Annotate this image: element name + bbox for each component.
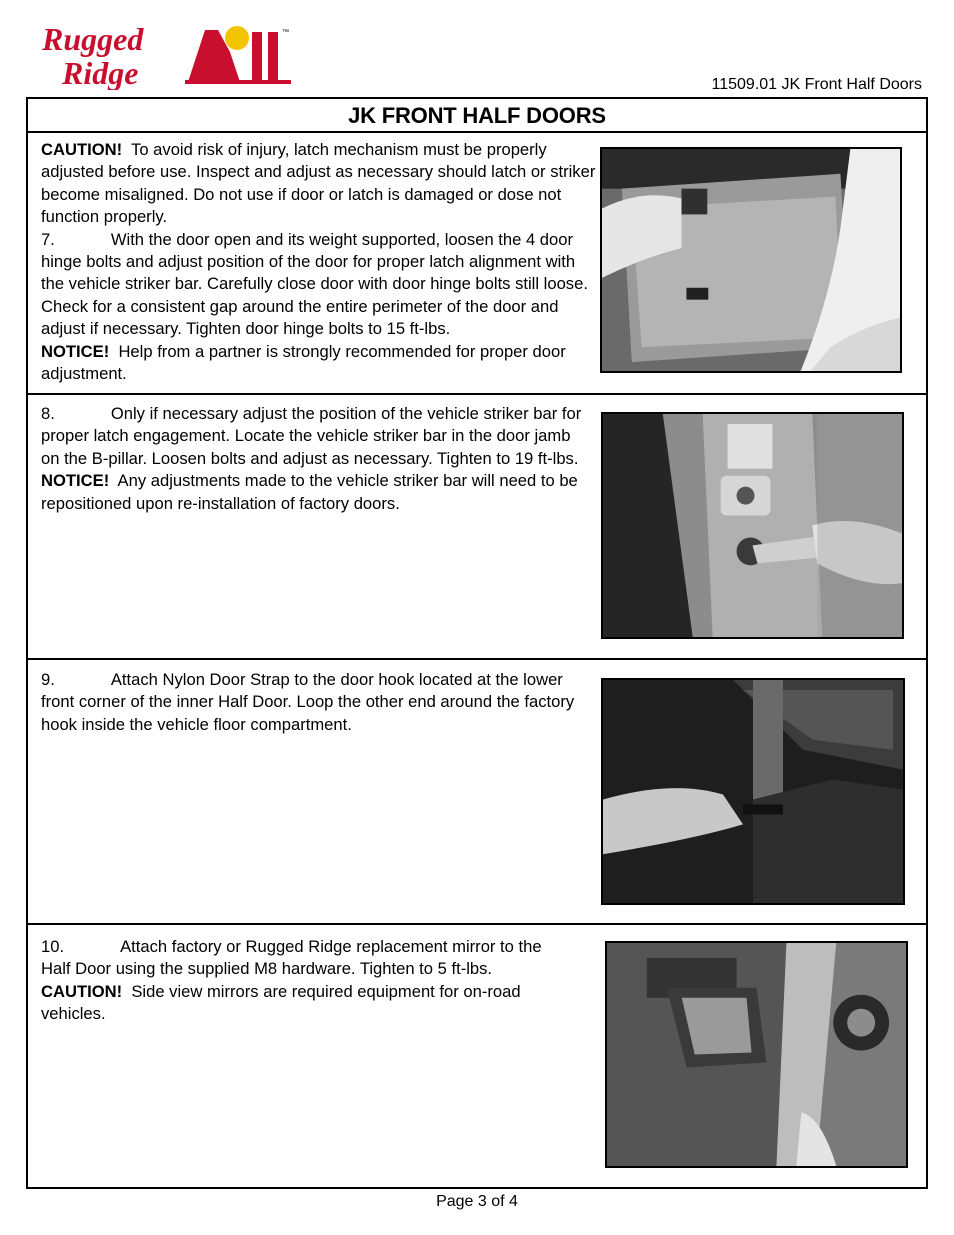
step-number: 8. [41,404,55,423]
caution-text: To avoid risk of injury, latch mechanism must be properly adjusted before use. Inspect and adjust as necessary should latch or striker become misaligned. Do not use if door or latch is damaged or dose not function properly. [41,140,596,227]
logo-word-ridge: Ridge [62,55,139,90]
instruction-frame [26,97,928,1189]
step-number: 9. [41,670,55,689]
photo-mirror [605,941,908,1168]
page-number: Page 3 of 4 [436,1193,518,1210]
notice-text: Any adjustments made to the vehicle striker bar will need to be repositioned upon re-installation of factory doors. [41,471,578,513]
step-text: Only if necessary adjust the position of the vehicle striker bar for proper latch engagement. Locate the vehicle striker bar in the door jamb on the B-pillar. Loosen bolts and adjust as necessary. Tighten to 19 ft-lbs. [41,404,582,468]
document-reference: 11509.01 JK Front Half Doors [711,76,922,93]
caution-label: CAUTION! [41,140,123,159]
section-step-7 [28,133,926,395]
section-step-9 [28,660,926,925]
photo-door-adjustment [600,147,902,373]
step-8-text [41,403,586,515]
section-step-8 [28,395,926,660]
step-text: Attach Nylon Door Strap to the door hook located at the lower front corner of the inner Half Door. Loop the other end around the factory hook inside the vehicle floor compartment. [41,670,575,734]
logo-trademark: ™ [282,29,289,36]
page-title: JK FRONT HALF DOORS [28,99,926,133]
logo-base [185,80,291,84]
step-number: 7. [41,229,55,249]
step-number: 10. [41,937,65,956]
logo-bar-2 [268,32,278,82]
step-text: With the door open and its weight supported, loosen the 4 door hinge bolts and adjust position of the door for proper latch alignment with the vehicle striker bar. Carefully close door with door hinge bolts still loose. Check for a consistent gap around the entire perimeter of the door and adjust if necessary. Tighten door hinge bolts to 15 ft-lbs. [41,229,588,339]
rugged-ridge-logo [40,22,295,90]
step-text: Attach factory or Rugged Ridge replacement mirror to the Half Door using the supplied M8 hardware. Tighten to 5 ft-lbs. [41,937,542,979]
step-7-text [41,139,601,385]
section-step-10 [28,925,926,1187]
logo-bar-1 [252,32,262,82]
caution-label: CAUTION! [41,981,123,1001]
notice-label: NOTICE! [41,341,110,361]
photo-door-strap [601,678,905,905]
logo-sun-icon [225,26,249,50]
notice-text: Help from a partner is strongly recommended for proper door adjustment. [41,341,566,384]
notice-label: NOTICE! [41,471,110,491]
step-9-text [41,669,591,736]
caution-text: Side view mirrors are required equipment for on-road vehicles. [41,981,521,1024]
step-10-text [41,936,566,1026]
logo-word-rugged: Rugged [42,22,144,57]
photo-striker-bar [601,412,904,639]
